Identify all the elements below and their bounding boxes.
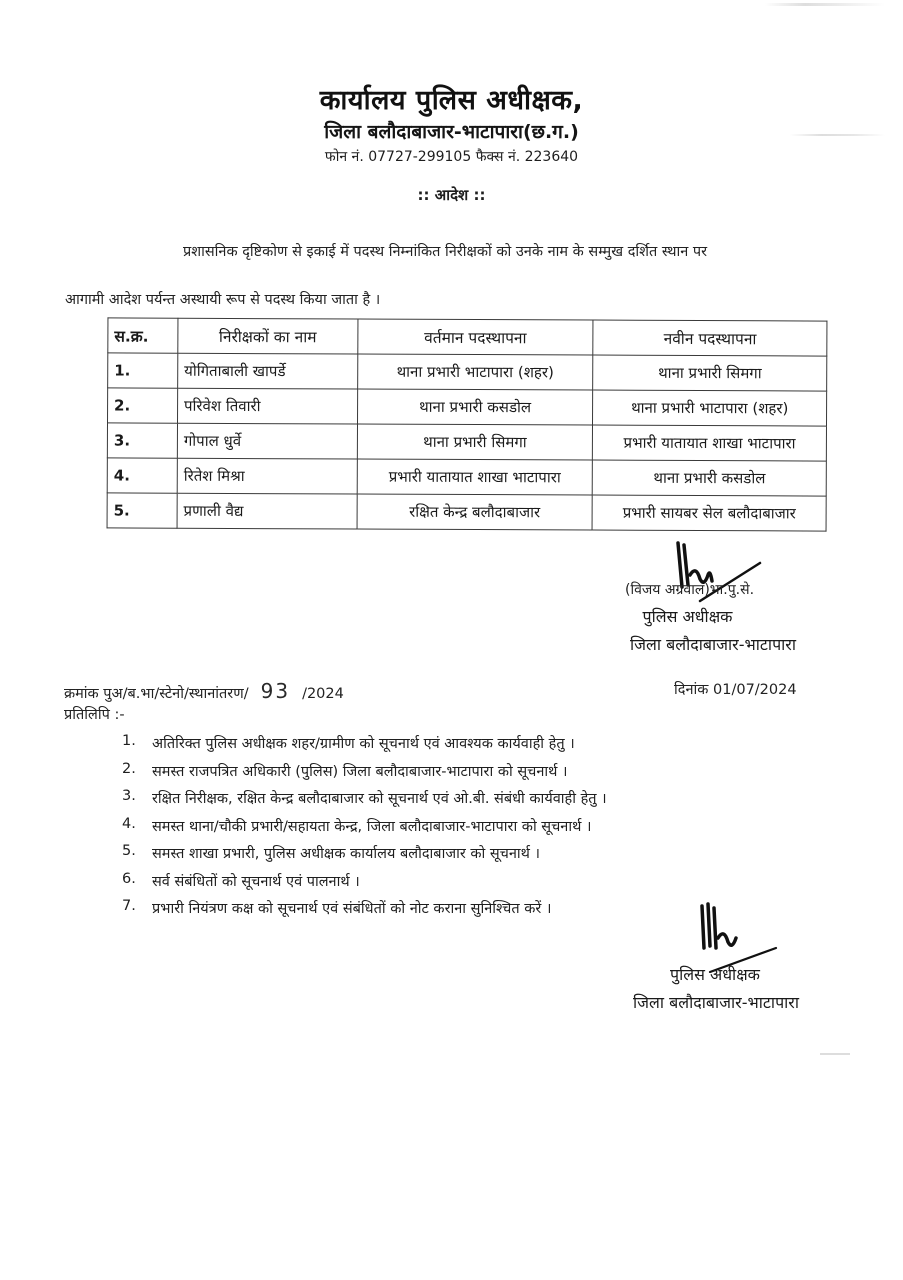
cell-serial-no: 3.: [107, 423, 177, 458]
cell-new-posting: थाना प्रभारी सिमगा: [593, 355, 827, 391]
office-title: कार्यालय पुलिस अधीक्षक,: [319, 85, 584, 116]
cell-new-posting: थाना प्रभारी भाटापारा (शहर): [593, 390, 827, 426]
table-row: [107, 493, 826, 531]
order-heading: :: आदेश ::: [417, 186, 486, 204]
scan-artifact: [790, 134, 885, 136]
cell-serial-no: 4.: [107, 458, 177, 493]
list-item-text: रक्षित निरीक्षक, रक्षित केन्द्र बलौदाबाजार को सूचनार्थ एवं ओ.बी. संबंधी कार्यवाही हेतु ।: [152, 791, 607, 807]
reference-prefix: क्रमांक पुअ/ब.भा/स्टेनो/स्थानांतरण/: [64, 686, 249, 702]
list-item-number: 5.: [122, 843, 136, 859]
cell-inspector-name: परिवेश तिवारी: [177, 388, 357, 424]
header-new-posting: नवीन पदस्थापना: [593, 320, 827, 356]
header-inspector-name: निरीक्षकों का नाम: [178, 318, 358, 354]
header-serial-no: स.क्र.: [108, 318, 178, 353]
cell-current-posting: थाना प्रभारी कसडोल: [357, 389, 593, 425]
signatory-district: जिला बलौदाबाजार-भाटापारा: [633, 993, 799, 1012]
list-item-number: 6.: [122, 870, 136, 887]
cell-inspector-name: प्रणाली वैद्य: [177, 493, 357, 529]
cell-current-posting: रक्षित केन्द्र बलौदाबाजार: [357, 494, 593, 530]
list-item-number: 4.: [122, 815, 136, 832]
scan-artifact: [820, 1053, 850, 1055]
cell-serial-no: 2.: [108, 388, 178, 423]
header-current-posting: वर्तमान पदस्थापना: [357, 319, 593, 355]
transfer-table: [107, 317, 828, 531]
order-paragraph-line1: प्रशासनिक दृष्टिकोण से इकाई में पदस्थ निम्नांकित निरीक्षकों को उनके नाम के सम्मुख दर्शित स्थान पर: [183, 244, 708, 260]
list-item-text: समस्त शाखा प्रभारी, पुलिस अधीक्षक कार्यालय बलौदाबाजार को सूचनार्थ ।: [152, 846, 541, 862]
cell-new-posting: प्रभारी यातायात शाखा भाटापारा: [593, 425, 827, 461]
cell-inspector-name: गोपाल धुर्वे: [177, 423, 357, 459]
cell-new-posting: थाना प्रभारी कसडोल: [593, 460, 827, 496]
signatory-name: (विजय अग्रवाल)भा.पु.से.: [625, 582, 755, 598]
list-item: [122, 843, 607, 871]
signatory-district: जिला बलौदाबाजार-भाटापारा: [630, 635, 796, 654]
list-item: [122, 761, 607, 789]
list-item: [122, 733, 607, 761]
reference-number: [64, 679, 344, 703]
list-item-text: प्रभारी नियंत्रण कक्ष को सूचनार्थ एवं संबंधितों को नोट कराना सुनिश्चित करें ।: [152, 901, 552, 917]
table-header-row: [108, 318, 827, 356]
table-row: [107, 458, 826, 496]
cell-current-posting: प्रभारी यातायात शाखा भाटापारा: [357, 459, 593, 495]
table-row: [108, 353, 827, 391]
list-item: [122, 788, 607, 816]
table-row: [107, 423, 826, 461]
list-item-text: समस्त राजपत्रित अधिकारी (पुलिस) जिला बलौदाबाजार-भाटापारा को सूचनार्थ ।: [152, 763, 568, 780]
list-item-number: 7.: [122, 898, 136, 914]
list-item: [122, 816, 607, 844]
cell-current-posting: थाना प्रभारी सिमगा: [357, 424, 593, 460]
order-date: दिनांक 01/07/2024: [674, 682, 797, 698]
cell-current-posting: थाना प्रभारी भाटापारा (शहर): [357, 354, 593, 390]
list-item-number: 1.: [122, 733, 136, 749]
list-item: [122, 898, 607, 926]
table-row: [108, 388, 827, 426]
list-item-text: अतिरिक्त पुलिस अधीक्षक शहर/ग्रामीण को सूचनार्थ एवं आवश्यक कार्यवाही हेतु ।: [152, 736, 575, 752]
contact-line: फोन नं. 07727-299105 फैक्स नं. 223640: [324, 149, 579, 165]
list-item-text: समस्त थाना/चौकी प्रभारी/सहायता केन्द्र, जिला बलौदाबाजार-भाटापारा को सूचनार्थ ।: [152, 818, 592, 835]
cell-serial-no: 1.: [108, 353, 178, 388]
signature-mark: [690, 898, 790, 973]
list-item-number: 2.: [122, 760, 136, 777]
cell-inspector-name: योगिताबाली खापर्डे: [178, 353, 358, 389]
list-item-number: 3.: [122, 788, 136, 804]
copy-recipients-list: [122, 733, 607, 926]
copy-label: प्रतिलिपि :-: [64, 707, 125, 723]
reference-suffix: /2024: [302, 686, 344, 702]
list-item-text: सर्व संबंधितों को सूचनार्थ एवं पालनार्थ ।: [152, 873, 360, 890]
scan-artifact: [765, 3, 885, 6]
list-item: [122, 871, 607, 899]
signatory-title: पुलिस अधीक्षक: [642, 607, 733, 626]
signatory-title: पुलिस अधीक्षक: [670, 965, 760, 984]
cell-serial-no: 5.: [107, 493, 177, 528]
order-paragraph-line2: आगामी आदेश पर्यन्त अस्थायी रूप से पदस्थ किया जाता है ।: [65, 292, 381, 308]
district-title: जिला बलौदाबाजार-भाटापारा(छ.ग.): [324, 121, 579, 143]
cell-inspector-name: रितेश मिश्रा: [177, 458, 357, 494]
cell-new-posting: प्रभारी सायबर सेल बलौदाबाजार: [592, 495, 826, 531]
reference-handwritten-number: 93: [260, 679, 291, 703]
